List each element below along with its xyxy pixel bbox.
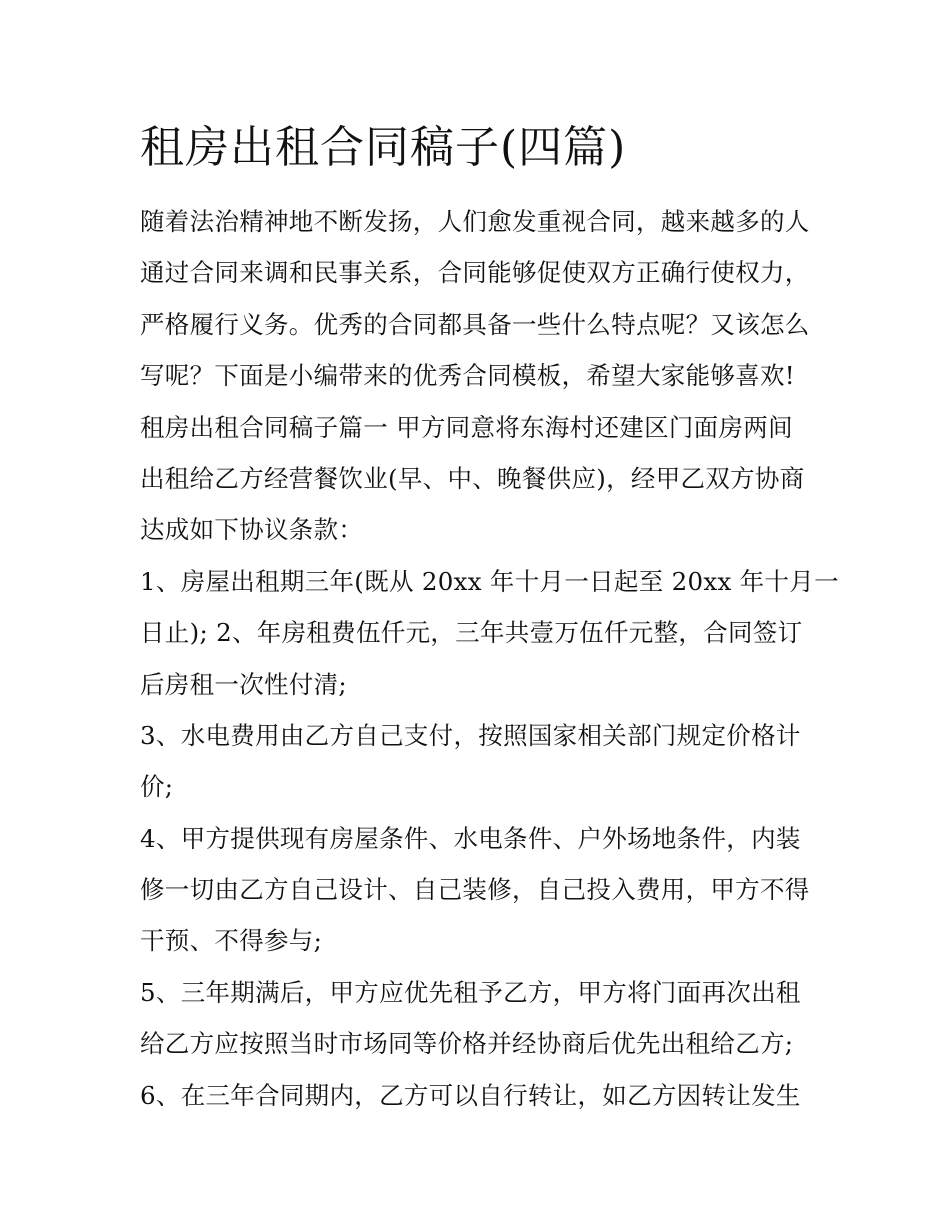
text-line: 6、在三年合同期内，乙方可以自行转让，如乙方因转让发生 xyxy=(140,1080,801,1110)
text-line: 给乙方应按照当时市场同等价格并经协商后优先出租给乙方; xyxy=(140,1029,794,1059)
text-line: 租房出租合同稿子篇一 甲方同意将东海村还建区门面房两间 xyxy=(140,412,793,442)
text-line: 1、房屋出租期三年(既从 20xx 年十月一日起至 20xx 年十月一 xyxy=(140,566,839,596)
text-line: 3、水电费用由乙方自己支付，按照国家相关部门规定价格计 xyxy=(140,720,801,750)
text-line: 写呢？下面是小编带来的优秀合同模板，希望大家能够喜欢! xyxy=(140,361,795,391)
text-line: 价; xyxy=(140,772,174,802)
text-line: 严格履行义务。优秀的合同都具备一些什么特点呢？又该怎么 xyxy=(140,309,810,339)
text-line: 后房租一次性付清; xyxy=(140,669,347,699)
text-line: 通过合同来调和民事关系，合同能够促使双方正确行使权力， xyxy=(140,258,810,288)
text-line: 达成如下协议条款： xyxy=(140,515,364,545)
text-line: 修一切由乙方自己设计、自己装修，自己投入费用，甲方不得 xyxy=(140,875,810,905)
text-line: 出租给乙方经营餐饮业(早、中、晚餐供应)，经甲乙双方协商 xyxy=(140,463,805,493)
text-line: 干预、不得参与; xyxy=(140,926,323,956)
document-body xyxy=(140,196,839,1121)
text-line: 随着法治精神地不断发扬，人们愈发重视合同，越来越多的人 xyxy=(140,207,810,236)
document-title: 租房出租合同稿子(四篇) xyxy=(140,122,627,173)
text-line: 日止); 2、年房租费伍仟元，三年共壹万伍仟元整，合同签订 xyxy=(140,618,803,648)
text-line: 5、三年期满后，甲方应优先租予乙方，甲方将门面再次出租 xyxy=(140,977,801,1007)
text-line: 4、甲方提供现有房屋条件、水电条件、户外场地条件，内装 xyxy=(140,823,801,853)
